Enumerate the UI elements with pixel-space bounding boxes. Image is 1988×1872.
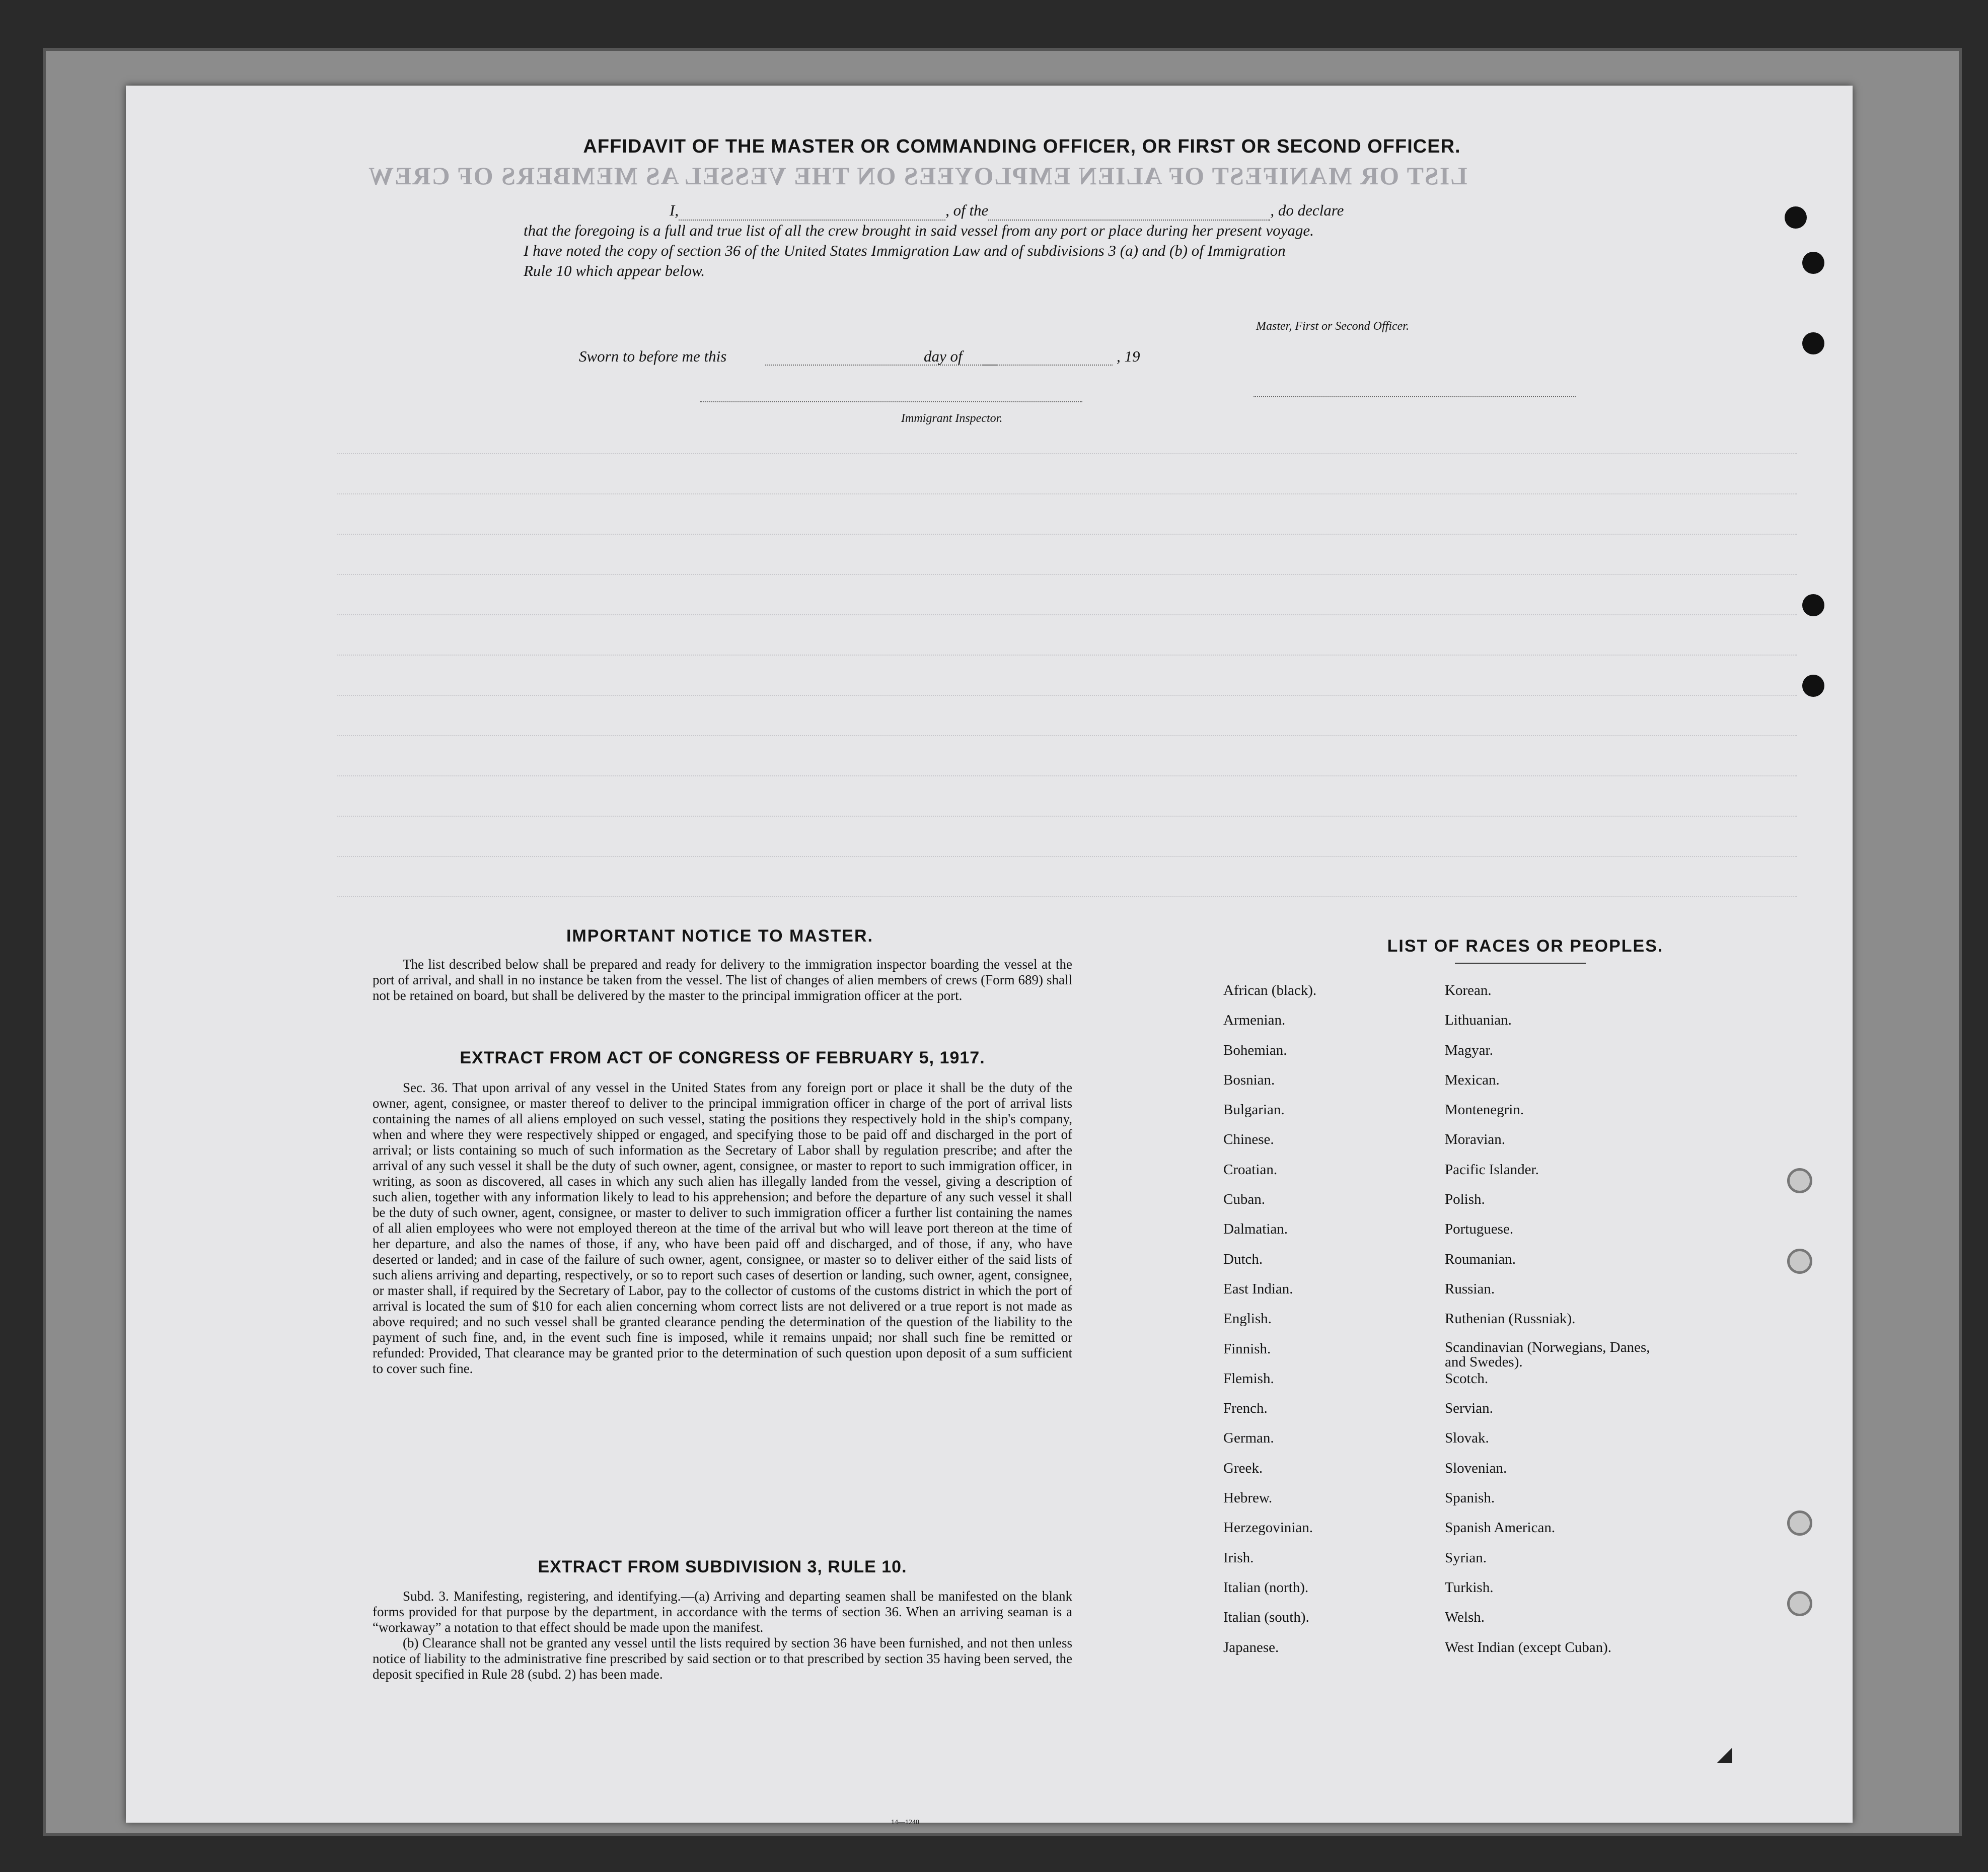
race-item: Bohemian. [1223, 1042, 1287, 1058]
bleed-through-row [337, 695, 1797, 710]
race-item: Japanese. [1223, 1639, 1279, 1655]
punch-ring [1787, 1510, 1812, 1536]
affidavit-of-the: , of the [945, 201, 989, 219]
punch-ring [1787, 1168, 1812, 1193]
races-title: LIST OF RACES OR PEOPLES. [1387, 937, 1664, 956]
bleed-through-row [337, 574, 1797, 589]
punch-hole [1802, 594, 1824, 616]
race-item: Ruthenian (Russniak). [1445, 1311, 1576, 1327]
master-signature-label: Master, First or Second Officer. [1256, 320, 1409, 333]
notice-body [373, 957, 1072, 1003]
race-item: Herzegovinian. [1223, 1520, 1313, 1536]
margin-tick-mark: ◢ [1717, 1743, 1732, 1765]
act-paragraph: Sec. 36. That upon arrival of any vessel in the United States from any foreign port or place it shall be the duty of the owner, agent, consignee, or master thereof to deliver to the principal immigration officer in charge of the port of arrival lists containing the names of all aliens employed on such vessel, stating the positions they respectively hold in the ship's company, when and where they were respectively shipped or engaged, and specifying those to be paid off and discharged in the port of arrival; or lists containing so much of such information as the Secretary of Labor shall by regulation prescribe; and after the arrival of any such vessel it shall be the duty of such owner, agent, consignee, or master to report to such immigration officer, in writing, as soon as discovered, all cases in which any such alien has illegally landed from the vessel, giving a description of such alien, together with any information likely to lead to his apprehension; and before the departure of any such vessel it shall be the duty of such owner, agent, consignee, or master to deliver to such immigration officer a further list containing the names of all alien employees who were not employed thereon at the time of the arrival but who will leave port thereon at the time of her departure, and also the names of those, if any, who have been paid off and discharged, and of those, if any, who have deserted or landed; and in case of the failure of such owner, agent, consignee, or master so to deliver either of the said lists of such aliens arriving and departing, respectively, or so to report such cases of desertion or landing, such owner, agent, consignee, or master shall, if required by the Secretary of Labor, pay to the collector of customs of the customs district in which the port of arrival is located the sum of $10 for each alien concerning whom correct lists are not delivered or a true report is not made as above required; and no such vessel shall be granted clearance pending the determination of the question of the liability to the payment of such fine, and, in the event such fine is imposed, while it remains unpaid; nor shall such fine be remitted or refunded: Provided, That clearance may be granted prior to the determination of such question upon deposit of a sum sufficient to cover such fine. [373, 1080, 1072, 1376]
affidavit-declaration [524, 200, 1480, 281]
race-item: Bosnian. [1223, 1071, 1275, 1088]
race-item: Pacific Islander. [1445, 1161, 1539, 1178]
rule-body [373, 1589, 1072, 1682]
bleed-through-row [337, 856, 1797, 871]
race-item: Armenian. [1223, 1012, 1286, 1029]
race-item: German. [1223, 1430, 1274, 1447]
act-body [373, 1080, 1072, 1377]
affidavit-do-declare: , do declare [1270, 201, 1344, 219]
race-item: Portuguese. [1445, 1221, 1514, 1238]
master-signature-line[interactable] [1254, 395, 1576, 397]
rule-subd-a: Subd. 3. Manifesting, registering, and identifying.—(a) Arriving and departing seamen shall be manifested on the blank forms provided for that purpose by the department, in accordance with the terms of section 36. When an arriving seaman is a “workaway” a notation to that effect should be made upon the manifest. [373, 1589, 1072, 1635]
notice-title: IMPORTANT NOTICE TO MASTER. [566, 926, 873, 946]
punch-ring [1787, 1249, 1812, 1274]
race-item: Greek. [1223, 1460, 1263, 1476]
affidavit-line-4: Rule 10 which appear below. [524, 262, 705, 279]
race-item: Croatian. [1223, 1161, 1278, 1178]
race-item: Montenegrin. [1445, 1102, 1524, 1118]
notice-paragraph: The list described below shall be prepared and ready for delivery to the immigration inspector boarding the vessel at the port of arrival, and shall in no instance be taken from the vessel. The list of changes of alien members of crews (Form 689) shall not be retained on board, but shall be delivered by the master to the principal immigration officer at the port. [373, 957, 1072, 1003]
race-item: African (black). [1223, 982, 1317, 998]
bleed-through-row [337, 655, 1797, 670]
race-item: Cuban. [1223, 1191, 1265, 1208]
affidavit-line-2: that the foregoing is a full and true list of all the crew brought in said vessel from any port or place during her present voyage. [524, 222, 1314, 239]
inspector-label: Immigrant Inspector. [901, 412, 1003, 425]
race-item: West Indian (except Cuban). [1445, 1639, 1612, 1655]
race-item: Moravian. [1445, 1131, 1505, 1148]
affidavit-line-1 [524, 200, 1480, 221]
race-item: Finnish. [1223, 1340, 1271, 1357]
manifest-back-page [126, 86, 1853, 1826]
race-item: Dutch. [1223, 1251, 1263, 1267]
race-item: Korean. [1445, 982, 1492, 998]
bleed-through-heading: LIST OR MANIFEST OF ALIEN EMPLOYEES ON THE VESSEL AS MEMBERS OF CREW [367, 162, 1467, 190]
punch-ring [1787, 1591, 1812, 1616]
race-item: Servian. [1445, 1400, 1493, 1417]
race-item: Chinese. [1223, 1131, 1274, 1148]
affidavit-line-3: I have noted the copy of section 36 of the United States Immigration Law and of subdivisions 3 (a) and (b) of Immigration [524, 242, 1286, 259]
race-item: Spanish American. [1445, 1520, 1556, 1536]
race-item: Irish. [1223, 1549, 1254, 1566]
sworn-month-field[interactable] [982, 364, 1113, 366]
races-title-rule [1455, 963, 1586, 964]
race-item: Welsh. [1445, 1609, 1485, 1626]
rule-subd-b: (b) Clearance shall not be granted any vessel until the lists required by section 36 have been furnished, and not then unless notice of liability to the administrative fine prescribed by said section or to that prescribed by section 35 having been served, the deposit specified in Rule 28 (subd. 2) has been made. [373, 1635, 1072, 1682]
race-item: Syrian. [1445, 1549, 1487, 1566]
bleed-through-row [337, 896, 1797, 911]
race-item: Slovenian. [1445, 1460, 1507, 1476]
race-item: Russian. [1445, 1280, 1495, 1297]
sworn-year: , 19 [1117, 347, 1140, 365]
affidavit-pronoun: I, [670, 201, 679, 219]
race-item: Polish. [1445, 1191, 1485, 1208]
race-item: Roumanian. [1445, 1251, 1516, 1267]
punch-hole [1802, 252, 1824, 274]
race-item: Scotch. [1445, 1370, 1489, 1387]
affidavit-title: AFFIDAVIT OF THE MASTER OR COMMANDING OFFICER, OR FIRST OR SECOND OFFICER. [583, 136, 1461, 157]
bleed-through-row [337, 775, 1797, 790]
bleed-through-row [337, 493, 1797, 509]
punch-hole [1785, 206, 1807, 229]
race-item: Italian (north). [1223, 1579, 1309, 1596]
race-item: Spanish. [1445, 1490, 1495, 1506]
act-title: EXTRACT FROM ACT OF CONGRESS OF FEBRUARY 5, 1917. [460, 1048, 985, 1067]
race-item: Flemish. [1223, 1370, 1274, 1387]
races-right-column [1445, 982, 1661, 1669]
inspector-signature-line[interactable] [700, 400, 1082, 402]
sworn-text: Sworn to before me this [579, 347, 727, 365]
race-item: East Indian. [1223, 1280, 1293, 1297]
bleed-through-row [337, 453, 1797, 468]
bleed-through-row [337, 614, 1797, 629]
races-left-column [1223, 982, 1316, 1669]
race-item: Bulgarian. [1223, 1102, 1285, 1118]
race-item: Turkish. [1445, 1579, 1494, 1596]
race-item: Lithuanian. [1445, 1012, 1512, 1029]
race-item: Scandinavian (Norwegians, Danes, and Swedes). [1445, 1339, 1650, 1370]
race-item: Mexican. [1445, 1071, 1500, 1088]
bleed-through-row [337, 816, 1797, 831]
form-number: 14—1240 [891, 1819, 919, 1826]
race-item: Magyar. [1445, 1042, 1493, 1058]
race-item: Hebrew. [1223, 1490, 1273, 1506]
punch-hole [1802, 332, 1824, 354]
sworn-day-of: day of [924, 347, 963, 365]
race-item: Slovak. [1445, 1430, 1489, 1447]
race-item: Italian (south). [1223, 1609, 1309, 1626]
punch-hole [1802, 675, 1824, 697]
bleed-through-row [337, 735, 1797, 750]
race-item: English. [1223, 1311, 1272, 1327]
rule-title: EXTRACT FROM SUBDIVISION 3, RULE 10. [538, 1557, 907, 1576]
bleed-through-row [337, 534, 1797, 549]
race-item: Dalmatian. [1223, 1221, 1288, 1238]
race-item: French. [1223, 1400, 1268, 1417]
